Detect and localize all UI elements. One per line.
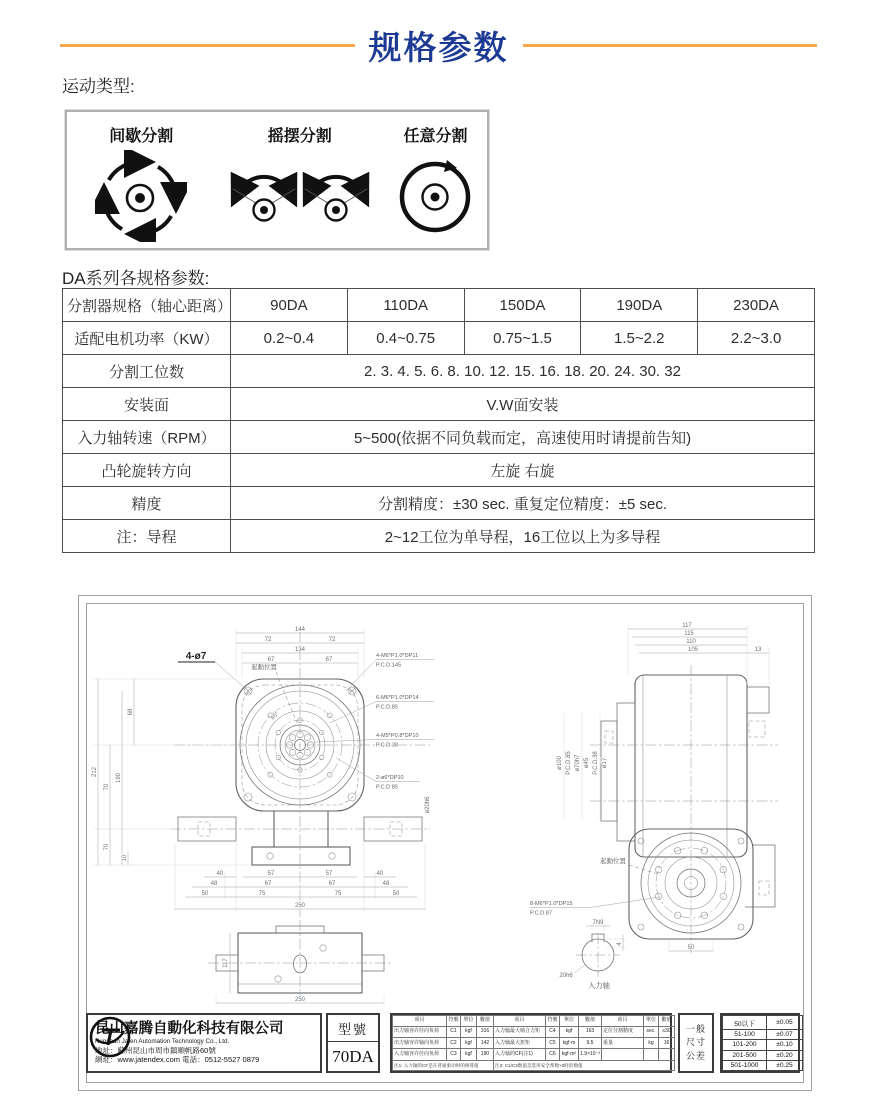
- spec-row: [63, 520, 815, 553]
- param-header-cell: 數值: [477, 1016, 494, 1027]
- dim-label: ø100: [557, 756, 563, 770]
- dim-label: 57: [325, 871, 333, 877]
- param-header-cell: 项目: [393, 1016, 447, 1027]
- param-cell: [644, 1049, 659, 1060]
- dim-label: 105: [687, 647, 699, 653]
- thread-annotation: P.C.D.85: [376, 704, 398, 711]
- dim-label: ø45: [584, 757, 590, 769]
- param-cell: 出力轴容许轴向负荷: [393, 1038, 447, 1049]
- thread-annotation: P.C.D.145: [376, 662, 402, 669]
- dim-label: P.C.D.38: [593, 751, 599, 775]
- param-cell: 定位分割精度: [602, 1027, 644, 1038]
- dim-label: 68: [128, 708, 134, 716]
- spec-cell: 190DA: [581, 289, 698, 322]
- param-row: [393, 1049, 675, 1060]
- spec-row-label: 分割器规格（轴心距离）: [63, 289, 231, 322]
- param-cell: kgf·m²: [560, 1049, 579, 1060]
- motion-label: 任意分割: [403, 128, 468, 145]
- param-cell: C1: [447, 1027, 461, 1038]
- dim-label: 144: [294, 627, 306, 633]
- company-website-phone: 網址：www.jatendex.com 電話：0512-5527 0879: [95, 1054, 260, 1064]
- intermittent-diagram: [95, 150, 187, 242]
- company-name-en: Kunshan Jaten Automation Technology Co., Ltd.: [95, 1037, 230, 1045]
- dim-label: 50: [392, 891, 400, 897]
- param-notes-row: [393, 1060, 675, 1070]
- param-cell: 入力轴容许径向负荷: [393, 1049, 447, 1060]
- tolerance-range: 501-1000: [723, 1060, 767, 1070]
- param-cell: kgf: [461, 1027, 477, 1038]
- tolerance-table: [722, 1015, 803, 1071]
- tolerance-range: 51-100: [723, 1030, 767, 1040]
- spec-cell: 110DA: [347, 289, 464, 322]
- tolerance-range: 50以下: [723, 1016, 767, 1030]
- param-cell: C6: [546, 1049, 560, 1060]
- title-divider-left: [60, 44, 355, 47]
- param-header-cell: 單位: [644, 1016, 659, 1027]
- dim-label: 212: [92, 766, 98, 778]
- dim-label: 57: [267, 871, 275, 877]
- thread-annotation: P.C.D.87: [530, 910, 552, 917]
- tolerance-title-line: 公差: [685, 1050, 706, 1061]
- keyway-label: 7N9: [592, 920, 604, 926]
- start-position-label: 起動位置: [600, 858, 626, 865]
- spec-row: [63, 355, 815, 388]
- tolerance-table-block: [720, 1013, 800, 1073]
- dim-label: 40: [376, 871, 384, 877]
- input-shaft-label: 入力轴: [588, 981, 610, 990]
- param-row: [393, 1027, 675, 1038]
- model-block: [326, 1013, 380, 1073]
- dim-label: 190: [116, 772, 122, 784]
- dim-label: 67: [325, 657, 333, 663]
- param-cell: [659, 1049, 675, 1060]
- tolerance-range: 201-500: [723, 1050, 767, 1060]
- dim-label: 72: [264, 637, 272, 643]
- param-cell: 9.5: [579, 1038, 602, 1049]
- dim-label: 50: [201, 891, 209, 897]
- tolerance-row: [723, 1016, 803, 1030]
- dim-label: 48: [210, 881, 218, 887]
- param-header-cell: 單位: [461, 1016, 477, 1027]
- swing-division-icon: [229, 150, 299, 236]
- title-row: [0, 22, 877, 69]
- spec-cell-span: 左旋 右旋: [231, 454, 815, 487]
- spec-row: [63, 322, 815, 355]
- dim-label: P.C.D.85: [566, 751, 572, 775]
- dim-label: 70: [104, 783, 110, 791]
- dim-label: 50: [687, 945, 695, 951]
- dim-label: 67: [264, 881, 272, 887]
- spec-cell: 230DA: [698, 289, 815, 322]
- shaft-dia-label: 20h6: [559, 973, 573, 979]
- dim-label: 48: [382, 881, 390, 887]
- front-left-dimensions: [92, 679, 252, 865]
- front-view: [92, 627, 434, 917]
- param-cell: 入力轴的CF(注1): [494, 1049, 546, 1060]
- param-header-cell: 符號: [447, 1016, 461, 1027]
- tolerance-row: [723, 1030, 803, 1040]
- param-header-row: [393, 1016, 675, 1027]
- spec-cell-span: 2~12工位为单导程，16工位以上为多导程: [231, 520, 815, 553]
- spec-cell: 2.2~3.0: [698, 322, 815, 355]
- param-cell: C5: [546, 1038, 560, 1049]
- param-cell: kgf: [461, 1038, 477, 1049]
- spec-cell: 0.2~0.4: [231, 322, 348, 355]
- tolerance-value: ±0.07: [767, 1030, 803, 1040]
- dim-label: 75: [334, 891, 342, 897]
- angle-label: 45°: [269, 710, 281, 722]
- spec-row-label: 注：导程: [63, 520, 231, 553]
- tolerance-title-line: 一般: [685, 1024, 706, 1035]
- motion-item-arbitrary: [384, 112, 487, 248]
- spec-row-label: 适配电机功率（KW）: [63, 322, 231, 355]
- dim-label: 4: [617, 942, 623, 946]
- shaft-dia-label: ø20h6: [425, 796, 431, 814]
- bottom-view: [208, 920, 392, 1005]
- param-header-cell: 數值: [579, 1016, 602, 1027]
- spec-section-label: DA系列各规格参数:: [62, 269, 210, 288]
- param-header-cell: 單位: [560, 1016, 579, 1027]
- thread-annotation: P.C.D.38: [376, 742, 398, 749]
- tolerance-value: ±0.20: [767, 1050, 803, 1060]
- param-cell: 16: [659, 1038, 675, 1049]
- spec-cell: 150DA: [464, 289, 581, 322]
- param-cell: C3: [447, 1049, 461, 1060]
- tolerance-row: [723, 1060, 803, 1070]
- tolerance-row: [723, 1050, 803, 1060]
- param-note: 注1: 入力轴的CF是在普通驱动时的换算值: [393, 1060, 494, 1070]
- spec-row: [63, 289, 815, 322]
- spec-cell-span: 2. 3. 4. 5. 6. 8. 10. 12. 15. 16. 18. 20. 24. 30. 32: [231, 355, 815, 388]
- dim-label: 70: [104, 843, 110, 851]
- dim-label: 134: [294, 647, 306, 653]
- hole-callout: 4-ø7: [185, 651, 207, 662]
- spec-row: [63, 487, 815, 520]
- side-view: [530, 623, 778, 953]
- tolerance-title-block: [678, 1013, 714, 1073]
- motion-item-swing: [216, 112, 384, 248]
- start-position-label: 起動位置: [251, 664, 277, 671]
- spec-cell-span: V.W面安装: [231, 388, 815, 421]
- swing-diagram: [229, 150, 371, 236]
- spec-cell-span: 分割精度：±30 sec. 重复定位精度：±5 sec.: [231, 487, 815, 520]
- param-cell: C2: [447, 1038, 461, 1049]
- thread-annotation: 2-ø6*DP10: [376, 775, 404, 781]
- param-cell: 316: [477, 1027, 494, 1038]
- spec-row-label: 凸轮旋转方向: [63, 454, 231, 487]
- param-cell: C4: [546, 1027, 560, 1038]
- param-cell: 入力轴最大扭矩: [494, 1038, 546, 1049]
- dim-label: 10: [122, 854, 128, 862]
- tolerance-row: [723, 1040, 803, 1050]
- motion-type-box: [65, 110, 489, 250]
- tolerance-title-line: 尺寸: [685, 1037, 706, 1048]
- param-header-cell: 项目: [602, 1016, 644, 1027]
- motion-label: 摇摆分割: [267, 128, 332, 145]
- parameters-block: [390, 1013, 672, 1073]
- company-name-cn: 昆山嘉腾自動化科技有限公司: [95, 1020, 284, 1037]
- spec-row-label: 安装面: [63, 388, 231, 421]
- param-cell: 142: [477, 1038, 494, 1049]
- spec-row: [63, 388, 815, 421]
- dim-label: ø70h7: [575, 754, 581, 772]
- tolerance-range: 101-200: [723, 1040, 767, 1050]
- parameters-table: [392, 1015, 675, 1071]
- param-cell: sec.: [644, 1027, 659, 1038]
- model-label: 型號: [328, 1015, 378, 1042]
- tolerance-value: ±0.10: [767, 1040, 803, 1050]
- motion-section-label: 运动类型:: [62, 77, 135, 96]
- param-cell: [602, 1049, 644, 1060]
- param-cell: ≤30: [659, 1027, 675, 1038]
- dim-label: 110: [686, 639, 696, 645]
- front-thread-annotations: [315, 653, 434, 791]
- side-top-dimensions: [628, 623, 769, 685]
- dim-label: 75: [258, 891, 266, 897]
- dim-label: 117: [223, 958, 229, 968]
- spec-cell: 0.4~0.75: [347, 322, 464, 355]
- param-cell: kgf: [461, 1049, 477, 1060]
- motion-label: 间歇分割: [109, 128, 174, 145]
- page-title: 规格参数: [368, 29, 509, 66]
- spec-table: [62, 288, 815, 553]
- param-cell: 1.9×10⁻³: [579, 1049, 602, 1060]
- spec-row-label: 分割工位数: [63, 355, 231, 388]
- spec-row-label: 精度: [63, 487, 231, 520]
- tolerance-value: ±0.05: [767, 1016, 803, 1030]
- dim-label: 250: [294, 903, 306, 909]
- dim-label: 250: [294, 997, 306, 1003]
- dim-label: 67: [328, 881, 336, 887]
- swing-division-icon: [301, 150, 371, 236]
- title-divider-right: [523, 44, 818, 47]
- spec-cell: 90DA: [231, 289, 348, 322]
- dim-label: 115: [684, 631, 694, 637]
- spec-row: [63, 421, 815, 454]
- motion-item-intermittent: [67, 112, 216, 248]
- param-row: [393, 1038, 675, 1049]
- thread-annotation: P.C.D 85: [376, 784, 398, 791]
- spec-cell: 0.75~1.5: [464, 322, 581, 355]
- spec-row-label: 入力轴转速（RPM）: [63, 421, 231, 454]
- param-cell: kgf·m: [560, 1038, 579, 1049]
- thread-annotation: 6-M6*P1.0*DP14: [376, 695, 419, 701]
- thread-annotation: 4-M6*P1.0*DP11: [376, 653, 419, 659]
- spec-cell-span: 5~500(依据不同负载而定，高速使用时请提前告知): [231, 421, 815, 454]
- thread-annotation: 8-M6*P1.0*DP15: [530, 901, 573, 907]
- thread-annotation: 4-M5*P0.8*DP10: [376, 733, 419, 739]
- technical-drawing: [78, 595, 812, 1091]
- company-logo: [88, 1015, 132, 1059]
- tolerance-value: ±0.25: [767, 1060, 803, 1070]
- param-cell: 163: [579, 1027, 602, 1038]
- dim-label: 67: [267, 657, 275, 663]
- company-block: [86, 1013, 322, 1073]
- param-note: 注2: C1/C3数值是选用安全系数×3时的数值: [494, 1060, 675, 1070]
- spec-row: [63, 454, 815, 487]
- param-cell: 190: [477, 1049, 494, 1060]
- param-cell: 入力轴最大啮合力矩: [494, 1027, 546, 1038]
- side-diameter-labels: [557, 713, 608, 819]
- param-cell: kgf: [560, 1027, 579, 1038]
- dim-label: 72: [328, 637, 336, 643]
- dim-label: 117: [682, 623, 692, 629]
- param-header-cell: 项目: [494, 1016, 546, 1027]
- param-cell: 出力轴容许径向负荷: [393, 1027, 447, 1038]
- dim-label: 13: [754, 647, 762, 653]
- intermittent-division-icon: [95, 150, 187, 242]
- spec-cell: 1.5~2.2: [581, 322, 698, 355]
- input-shaft-detail: [559, 920, 626, 990]
- param-cell: kg: [644, 1038, 659, 1049]
- param-header-cell: 符號: [546, 1016, 560, 1027]
- param-cell: 重量: [602, 1038, 644, 1049]
- arbitrary-diagram: [390, 150, 480, 240]
- model-value: 70DA: [332, 1046, 374, 1066]
- dim-label: 40: [216, 871, 224, 877]
- arbitrary-division-icon: [390, 150, 480, 240]
- company-address: 地址：蘇州昆山市周市鎮順帆路60號: [95, 1045, 216, 1055]
- dim-label: ø17: [602, 757, 608, 769]
- param-header-cell: 數值: [659, 1016, 675, 1027]
